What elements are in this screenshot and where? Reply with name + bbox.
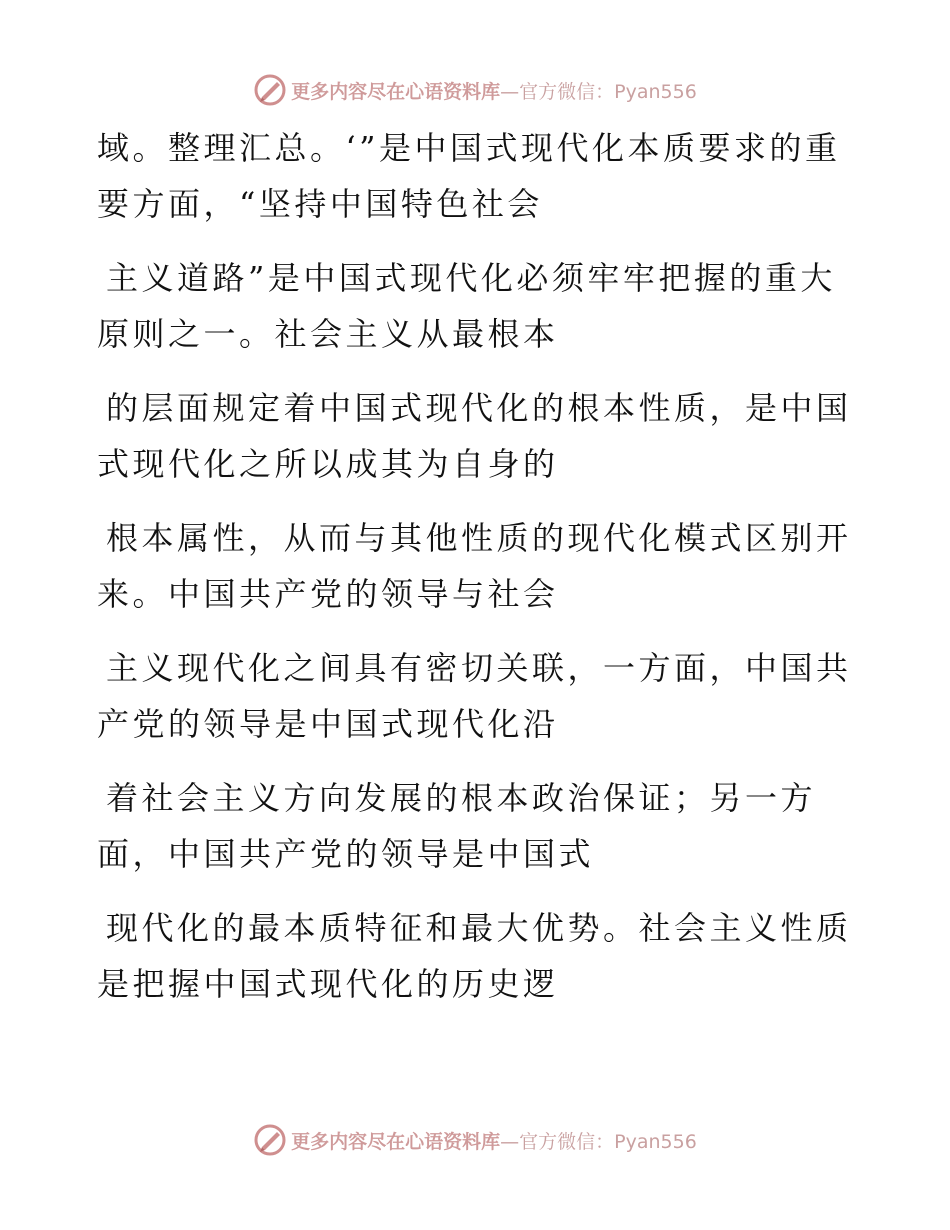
pen-logo-icon [253, 73, 287, 107]
watermark-sub-text: —官方微信：Pyan556 [500, 1130, 697, 1153]
text-line: 是把握中国式现代化的历史逻 [97, 965, 559, 1003]
text-line: 式现代化之所以成其为自身的 [97, 445, 559, 483]
pen-logo-icon [253, 1123, 287, 1157]
text-line: 主义现代化之间具有密切关联，一方面，中国共 [106, 649, 852, 687]
text-line: 根本属性，从而与其他性质的现代化模式区别开 [106, 519, 852, 557]
text-line: 原则之一。社会主义从最根本 [97, 315, 559, 353]
text-line: 主义道路”是中国式现代化必须牢牢把握的重大 [106, 259, 836, 297]
watermark-main-text: 更多内容尽在心语资料库 [291, 80, 501, 103]
text-line: 现代化的最本质特征和最大优势。社会主义性质 [106, 909, 852, 947]
text-line: 产党的领导是中国式现代化沿 [97, 705, 559, 743]
text-line: 域。整理汇总。‘”是中国式现代化本质要求的重 [97, 129, 841, 167]
text-line: 着社会主义方向发展的根本政治保证；另一方 [106, 779, 817, 817]
header-watermark [0, 70, 950, 110]
watermark-sub-text: —官方微信：Pyan556 [500, 80, 697, 103]
watermark-main-text: 更多内容尽在心语资料库 [291, 1130, 501, 1153]
text-line: 来。中国共产党的领导与社会 [97, 575, 559, 613]
text-line: 面，中国共产党的领导是中国式 [97, 835, 595, 873]
text-line: 的层面规定着中国式现代化的根本性质，是中国 [106, 389, 852, 427]
footer-watermark [0, 1120, 950, 1160]
text-line: 要方面，“坚持中国特色社会 [97, 185, 543, 223]
